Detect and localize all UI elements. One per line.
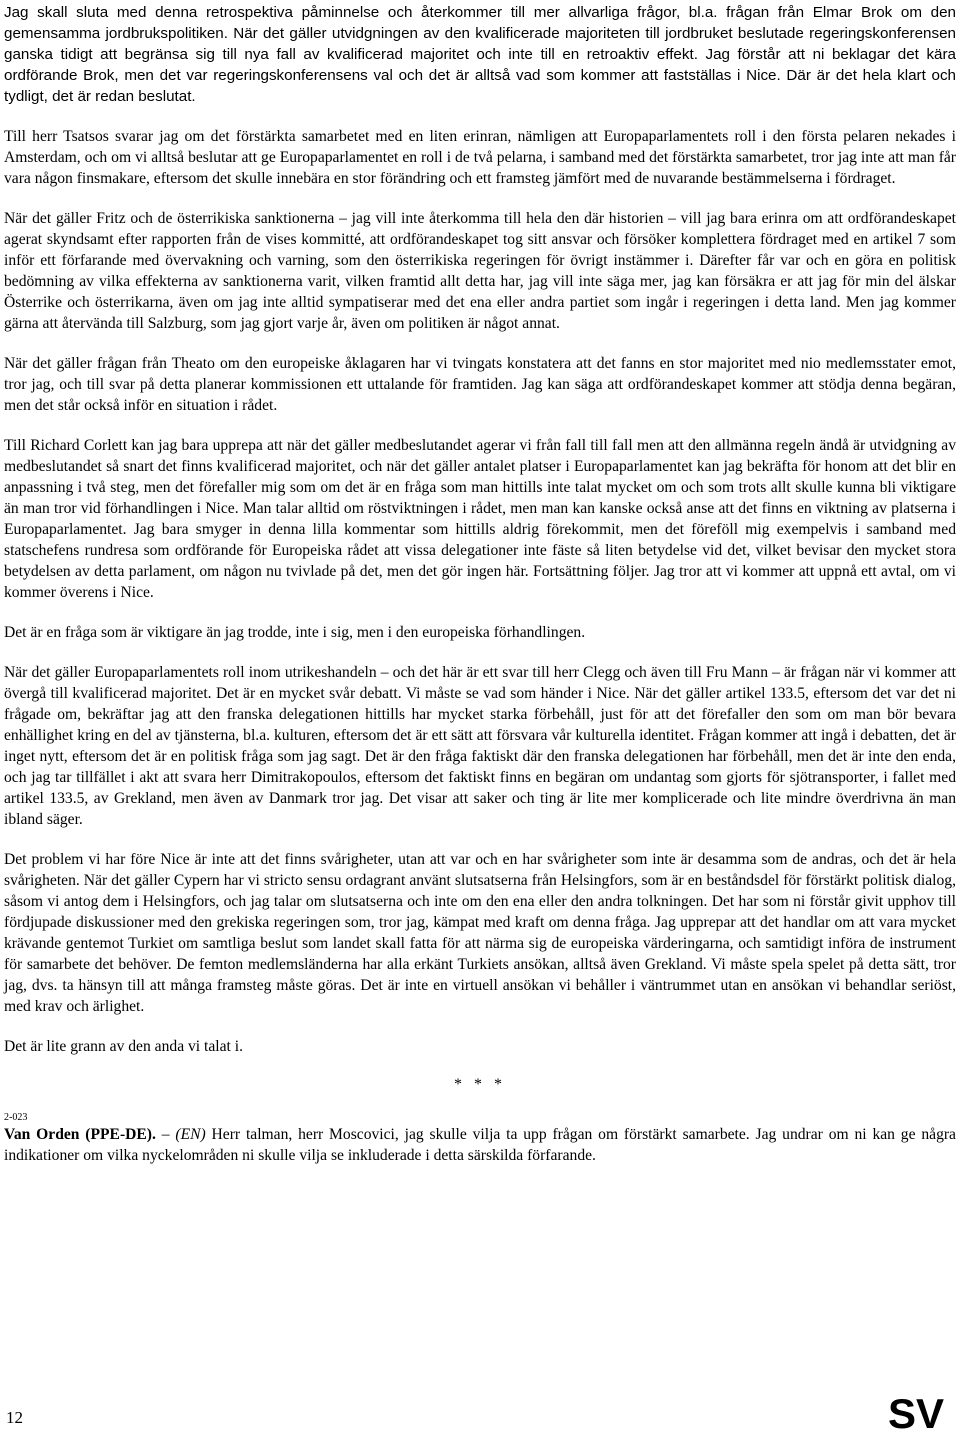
section-separator: * * * bbox=[454, 1076, 506, 1093]
item-reference: 2-023 bbox=[4, 1112, 28, 1123]
paragraph-tsatsos: Till herr Tsatsos svarar jag om det förstärkta samarbetet med en liten erinran, nämligen att Europaparlamentets roll i den första pelaren nekades i Amsterdam, och om vi alltså beslutar att ge Europaparlamentet en roll i de två pelarna, i samband med det förstärkta samarbetet, tror jag inte att man får vara någon finsmakare, eftersom det skulle innebära en stor förändring och ett framsteg jämfört med de nuvarande bestämmelserna i fördraget. bbox=[4, 128, 956, 187]
paragraph-nice-cyprus: Det problem vi har före Nice är inte att det finns svårigheter, utan att var och en har svårigheter som inte är desamma som de andras, och det är hela svårigheten. När det gäller Cypern har vi stricto sensu ordagrant använt slutsatserna från Helsingfors, som är en beståndsdel för förstärkt politisk dialog, såsom vi antog dem i Helsingfors, och jag talar om slutsatserna och inte om den ena eller den andra tolkningen. Det har som ni förstår givit upphov till fördjupade diskussioner med den grekiska regeringen som, tror jag, kämpat med kraft om denna fråga. Jag upprepar att det handlar om att vara mycket krävande gentemot Turkiet om samtliga beslut som landet skall fatta för att närma sig de europeiska värderingarna, och samtidigt införa de instrument för samarbete det behöver. De femton medlemsländerna har alla erkänt Turkiets ansökan, alltså även Grekland. Vi måste spela spelet på detta sätt, tror jag, dvs. ta hänsyn till att många framsteg måste göras. Det är inte en virtuell ansökan vi behåller i väntrummet utan en ansökan vi behandlar seriöst, med krav och ärlighet. bbox=[4, 851, 956, 1015]
speaker-paragraph bbox=[4, 1124, 956, 1166]
speaker-text: Herr talman, herr Moscovici, jag skulle vilja ta upp frågan om förstärkt samarbete. Jag undrar om ni kan ge några indikationer om vilka nyckelområden ni skulle vilja se inkluderade i detta särskilda förfarande. bbox=[4, 1126, 956, 1164]
page-number: 12 bbox=[6, 1408, 23, 1427]
paragraph-corlett: Till Richard Corlett kan jag bara upprepa att när det gäller medbeslutandet agerar vi från fall till fall men att den allmänna regeln ändå är utvidgning av medbeslutandet så snart det finns kvalificerad majoritet, och när det gäller antalet platser i Europaparlamentet kan jag bekräfta för honom att det blir en anpassning i två steg, men det förefaller mig som om det är en fråga som man hittills inte talat mycket om och som trots allt skulle kunna bli viktigare än man tror vid förhandlingen i Nice. Man talar alltid om röstviktningen i rådet, men man kan kanske också anse att det finns en viktning av platserna i Europaparlamentet. Jag bara smyger in denna lilla kommentar som hittills aldrig förekommit, men det föreföll mig exempelvis i samband med statschefens rundresa som ordförande för Europeiska rådet att vissa delegationer inte fäste så liten betydelse vid det, vilket bevisar den mycket stora betydelsen av detta parlament, om någon nu tvivlade på det, men det gör ingen här. Fortsättning följer. Jag tror att vi kommer att uppnå ett avtal, om vi kommer överens i Nice. bbox=[4, 437, 956, 601]
paragraph-fritz: När det gäller Fritz och de österrikiska sanktionerna – jag vill inte återkomma till hela den där historien – vill jag bara erinra om att ordförandeskapet agerat skyndsamt efter rapporten från de vises kommitté, att ordförandeskapet tog sitt ansvar och försöker komplettera fördraget med en artikel 7 som inför ett förfarande med övervakning och varning, som den österrikiska regeringen för övrigt instämmer i. Därefter får var och en göra en politisk bedömning av vilka effekterna av sanktionerna varit, vilken framtid allt detta har, jag vill inte säga mer, jag kan försäkra er att jag för min del älskar Österrike och österrikarna, även om jag inte alltid sympatiserar med det ena eller andra partiet som ingår i regeringen i detta land. Men jag kommer gärna att återvända till Salzburg, som jag gjort varje år, även om politiken är något annat. bbox=[4, 210, 956, 332]
paragraph-theato: När det gäller frågan från Theato om den europeiske åklagaren har vi tvingats konstatera att det fanns en stor majoritet med nio medlemsstater emot, tror jag, och till svar på detta planerar kommissionen ett uttalande för framtiden. Jag kan säga att ordförandeskapet kommer att stödja denna begäran, men det står också inför en situation i rådet. bbox=[4, 355, 956, 414]
paragraph-text: Jag skall sluta med denna retrospektiva påminnelse och återkommer till mer allvarliga frågor, bl.a. frågan från Elmar Brok om den gemensamma jordbrukspolitiken. När det gäller utvidgningen av den kvalificerade majoriteten till jordbruket beslutade regeringskonferensen ganska tidigt att begränsa sig till nya fall av kvalificerad majoritet och inte till en retroaktiv effekt. Jag förstår att ni beklagar det kära ordförande Brok, men det var regeringskonferensens val och det är alltså vad som kommer att fastställas i Nice. Där är det hela klart och tydligt, det är redan beslutat. bbox=[4, 4, 956, 105]
paragraph-negotiation: Det är en fråga som är viktigare än jag trodde, inte i sig, men i den europeiska förhandlingen. bbox=[4, 624, 586, 641]
language-code: SV bbox=[887, 1390, 944, 1437]
language-tag: (EN) bbox=[175, 1126, 206, 1143]
paragraph-closing: Det är lite grann av den anda vi talat i. bbox=[4, 1038, 244, 1055]
paragraph-trade: När det gäller Europaparlamentets roll inom utrikeshandeln – och det här är ett svar till herr Clegg och även till Fru Mann – är frågan när vi kommer att övergå till kvalificerad majoritet. Det är en mycket svår debatt. Vi måste se vad som händer i Nice. När det gäller artikel 133.5, eftersom det var det ni frågade om, bekräftar jag att den franska delegationen hittills har mycket starka förbehåll, just för att det förefaller den som om man bör bevara enhällighet kring en del av tjänsterna, bl.a. kulturen, eftersom det är ett sätt att försvara vår kulturella identitet. Frågan kommer att ingå i debatten, det är inget nytt, eftersom det är en politisk fråga som jag sagt. Det är den fråga faktiskt där den franska delegationen har förbehåll, men det är inte den enda, och jag tar tillfället i akt att svara herr Dimitrakopoulos, eftersom det faktiskt finns en begäran om undantag som gjorts för sjötransporter, i fallet med artikel 133.5, av Grekland, men även av Danmark tror jag. Det visar att saker och ting är lite mer komplicerade och lite mindre överdrivna än man ibland säger. bbox=[4, 664, 956, 828]
dash: – bbox=[155, 1126, 176, 1143]
document-page bbox=[4, 0, 956, 1166]
paragraph-brok bbox=[4, 2, 956, 107]
speaker-name: Van Orden (PPE-DE). bbox=[4, 1126, 156, 1143]
